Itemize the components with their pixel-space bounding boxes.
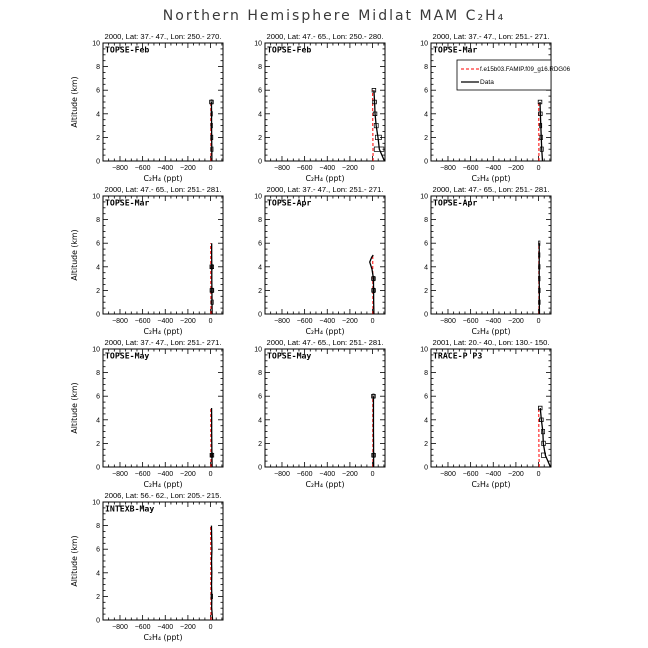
x-tick-label: −400 [157,318,174,325]
x-tick-label: −200 [180,165,196,172]
x-tick-label: −400 [485,471,502,478]
y-tick-label: 8 [424,370,428,378]
y-tick-label: 8 [96,217,100,225]
x-tick-label: −400 [319,165,336,172]
y-tick-label: 4 [96,111,100,119]
x-tick-label: −200 [342,165,358,172]
subplot-header: 2001, Lat: 20.- 40., Lon: 130.- 150. [432,338,550,347]
campaign-label: TRACE-P P3 [433,350,483,361]
x-tick-label: 0 [536,165,541,172]
x-axis-label: C₂H₄ (ppt) [143,327,183,336]
y-tick-label: 4 [96,264,100,272]
x-axis-label: C₂H₄ (ppt) [305,480,345,489]
x-tick-label: −400 [157,471,174,478]
x-tick-label: −600 [296,318,313,325]
x-tick-label: −200 [180,624,196,631]
campaign-label: TOPSE-Feb [105,44,150,55]
x-axis-label: C₂H₄ (ppt) [143,480,183,489]
x-tick-label: 0 [208,165,213,172]
y-tick-label: 4 [96,570,100,578]
y-tick-label: 4 [424,111,428,119]
subplot-topse-feb [254,32,385,183]
x-tick-label: −600 [462,165,479,172]
y-tick-label: 8 [96,64,100,72]
y-tick-label: 8 [424,217,428,225]
x-tick-label: −800 [274,165,290,172]
y-tick-label: 10 [420,193,428,201]
x-tick-label: 0 [536,471,541,478]
legend-model-label: f.e15b03.FAMIP.f09_g16.RDG06 [480,66,571,73]
y-tick-label: 6 [258,87,262,95]
y-tick-label: 10 [92,346,100,354]
y-tick-label: 0 [96,158,100,166]
y-tick-label: 0 [424,311,428,319]
x-tick-label: −600 [134,318,151,325]
x-tick-label: −600 [296,165,313,172]
subplot-trace-p-p3 [420,338,551,489]
x-tick-label: 0 [370,318,375,325]
y-tick-label: 0 [96,464,100,472]
x-tick-label: −600 [462,318,479,325]
y-tick-label: 10 [254,346,262,354]
legend-data-label: Data [480,79,494,86]
y-tick-label: 2 [96,593,100,601]
x-axis-label: C₂H₄ (ppt) [471,174,511,183]
y-tick-label: 10 [254,193,262,201]
y-tick-label: 2 [96,440,100,448]
y-tick-label: 8 [258,64,262,72]
subplot-header: 2000, Lat: 37.- 47., Lon: 251.- 271. [104,338,222,347]
y-tick-label: 2 [424,440,428,448]
subplot-topse-apr [420,185,551,336]
subplot-topse-may [70,338,223,489]
y-tick-label: 0 [258,464,262,472]
y-tick-label: 8 [258,370,262,378]
subplot-header: 2000, Lat: 47.- 65., Lon: 250.- 280. [266,32,384,41]
x-tick-label: −200 [508,165,524,172]
x-axis-label: C₂H₄ (ppt) [471,480,511,489]
y-tick-label: 0 [96,617,100,625]
x-axis-label: C₂H₄ (ppt) [143,174,183,183]
data-line [212,408,213,467]
x-tick-label: −800 [440,165,456,172]
data-line [370,255,374,314]
y-tick-label: 6 [424,240,428,248]
x-tick-label: −200 [342,471,358,478]
x-tick-label: −600 [134,624,151,631]
campaign-label: TOPSE-Mar [105,197,150,208]
y-axis-label: Altitude (km) [70,76,79,128]
x-axis-label: C₂H₄ (ppt) [471,327,511,336]
x-tick-label: −200 [508,471,524,478]
legend-box [457,60,551,90]
y-tick-label: 6 [424,87,428,95]
y-tick-label: 10 [92,40,100,48]
y-tick-label: 4 [96,417,100,425]
y-tick-label: 6 [96,240,100,248]
y-tick-label: 4 [258,417,262,425]
y-tick-label: 2 [258,440,262,448]
subplot-header: 2000, Lat: 47.- 65., Lon: 251.- 281. [266,338,384,347]
plot-frame [431,196,551,314]
x-tick-label: 0 [208,318,213,325]
y-tick-label: 2 [258,287,262,295]
chart-title: Northern Hemisphere Midlat MAM C₂H₄ [162,8,506,24]
y-tick-label: 8 [258,217,262,225]
x-tick-label: −400 [157,624,174,631]
y-tick-label: 4 [424,417,428,425]
y-tick-label: 0 [424,464,428,472]
subplot-topse-mar [70,185,223,336]
y-tick-label: 8 [96,370,100,378]
campaign-label: TOPSE-May [267,350,312,361]
data-line [211,526,212,620]
y-tick-label: 6 [424,393,428,401]
subplot-header: 2000, Lat: 37.- 47., Lon: 250.- 270. [104,32,222,41]
y-axis-label: Altitude (km) [70,535,79,587]
x-tick-label: −200 [180,471,196,478]
y-tick-label: 2 [96,287,100,295]
x-tick-label: 0 [370,165,375,172]
y-tick-label: 6 [96,87,100,95]
y-tick-label: 6 [96,546,100,554]
plot-frame [265,196,385,314]
y-tick-label: 4 [424,264,428,272]
subplot-header: 2006, Lat: 56.- 62., Lon: 205.- 215. [104,491,222,500]
plot-frame [103,43,223,161]
y-tick-label: 10 [92,193,100,201]
x-tick-label: −600 [296,471,313,478]
y-tick-label: 4 [258,264,262,272]
x-axis-label: C₂H₄ (ppt) [305,174,345,183]
subplot-header: 2000, Lat: 47.- 65., Lon: 251.- 281. [104,185,222,194]
subplot-header: 2000, Lat: 37.- 47., Lon: 251.- 271. [432,32,550,41]
subplot-header: 2000, Lat: 47.- 65., Lon: 251.- 281. [432,185,550,194]
y-tick-label: 0 [96,311,100,319]
y-axis-label: Altitude (km) [70,229,79,281]
y-tick-label: 4 [258,111,262,119]
x-tick-label: −200 [508,318,524,325]
campaign-label: TOPSE-Apr [267,197,312,208]
x-tick-label: −400 [319,318,336,325]
subplot-header: 2000, Lat: 37.- 47., Lon: 251.- 271. [266,185,384,194]
legend [457,60,571,90]
x-tick-label: 0 [370,471,375,478]
campaign-label: TOPSE-Mar [433,44,478,55]
x-tick-label: −600 [134,165,151,172]
y-tick-label: 8 [96,523,100,531]
y-tick-label: 6 [258,240,262,248]
y-tick-label: 0 [258,311,262,319]
data-line [540,102,542,161]
y-tick-label: 10 [254,40,262,48]
y-tick-label: 0 [258,158,262,166]
x-tick-label: −800 [274,471,290,478]
y-tick-label: 2 [424,287,428,295]
x-tick-label: 0 [208,471,213,478]
y-tick-label: 2 [258,134,262,142]
x-tick-label: −800 [440,471,456,478]
campaign-label: INTEXB-May [105,503,155,514]
subplot-topse-feb [70,32,223,183]
x-tick-label: −200 [342,318,358,325]
x-tick-label: −600 [462,471,479,478]
x-tick-label: −400 [485,165,502,172]
y-tick-label: 0 [424,158,428,166]
campaign-label: TOPSE-Feb [267,44,312,55]
y-tick-label: 10 [420,40,428,48]
x-tick-label: −800 [112,318,128,325]
y-tick-label: 6 [258,393,262,401]
y-tick-label: 2 [96,134,100,142]
plot-frame [265,43,385,161]
x-tick-label: −800 [112,471,128,478]
campaign-label: TOPSE-May [105,350,150,361]
subplot-topse-apr [254,185,385,336]
x-tick-label: −400 [157,165,174,172]
plot-frame [431,349,551,467]
y-tick-label: 2 [424,134,428,142]
plot-frame [265,349,385,467]
x-tick-label: 0 [208,624,213,631]
x-tick-label: −600 [134,471,151,478]
x-tick-label: −800 [112,624,128,631]
x-tick-label: −400 [485,318,502,325]
subplot-topse-may [254,338,385,489]
x-tick-label: −400 [319,471,336,478]
campaign-label: TOPSE-Apr [433,197,478,208]
y-tick-label: 8 [424,64,428,72]
y-tick-label: 10 [92,499,100,507]
x-tick-label: −200 [180,318,196,325]
y-tick-label: 10 [420,346,428,354]
x-tick-label: −800 [112,165,128,172]
subplot-topse-mar [420,32,570,183]
plot-frame [103,502,223,620]
x-axis-label: C₂H₄ (ppt) [143,633,183,642]
x-axis-label: C₂H₄ (ppt) [305,327,345,336]
plot-frame [103,196,223,314]
x-tick-label: −800 [440,318,456,325]
subplot-intexb-may [70,491,223,642]
plot-frame [103,349,223,467]
x-tick-label: 0 [536,318,541,325]
x-tick-label: −800 [274,318,290,325]
y-axis-label: Altitude (km) [70,382,79,434]
y-tick-label: 6 [96,393,100,401]
